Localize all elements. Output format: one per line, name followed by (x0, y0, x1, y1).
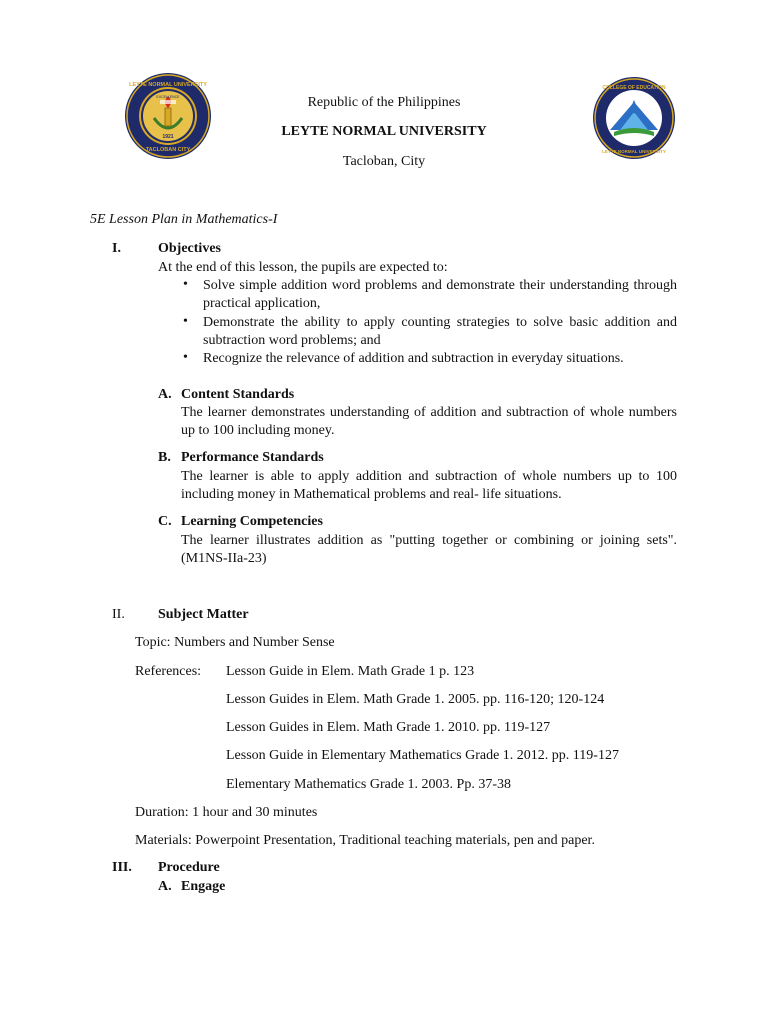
reference-item: Lesson Guides in Elem. Math Grade 1. 2010. pp. 119-127 (226, 720, 551, 735)
lnu-seal-logo (124, 72, 212, 160)
svg-text:COLLEGE OF EDUCATION: COLLEGE OF EDUCATION (602, 85, 666, 91)
section-3-title: Procedure (158, 860, 220, 875)
subsection-c-letter: C. (158, 514, 172, 529)
header-country: Republic of the Philippines (307, 95, 461, 110)
section-1-numeral: I. (112, 241, 121, 256)
reference-item: Lesson Guides in Elem. Math Grade 1. 2005. pp. 116-120; 120-124 (226, 692, 605, 707)
subsection-a-letter: A. (158, 387, 172, 402)
references-label: References: (135, 664, 202, 679)
svg-text:LEYTE NORMAL UNIVERSITY: LEYTE NORMAL UNIVERSITY (602, 149, 666, 154)
bullet-icon: • (183, 277, 188, 292)
duration-line: Duration: 1 hour and 30 minutes (135, 805, 318, 820)
reference-item: Lesson Guide in Elem. Math Grade 1 p. 123 (226, 664, 475, 679)
header-city: Tacloban, City (342, 154, 426, 169)
topic-line: Topic: Numbers and Number Sense (135, 635, 335, 650)
objective-item: Demonstrate the ability to apply counting strategies to solve basic addition and subtraction word problems; and (203, 315, 677, 348)
document-title: 5E Lesson Plan in Mathematics-I (90, 212, 278, 227)
subsection-a-title: Content Standards (181, 387, 295, 402)
subsection-engage-letter: A. (158, 879, 172, 894)
objective-item: Solve simple addition word problems and demonstrate their understanding through practical application, (203, 278, 677, 311)
bullet-icon: • (183, 314, 188, 329)
subsection-c-text: The learner illustrates addition as "putting together or combining or joining sets". (M1NS-IIa-23) (181, 533, 677, 566)
subsection-b-letter: B. (158, 450, 171, 465)
section-2-title: Subject Matter (158, 607, 249, 622)
reference-item: Elementary Mathematics Grade 1. 2003. Pp. 37-38 (226, 777, 511, 792)
section-2-numeral: II. (112, 607, 125, 622)
college-of-education-seal-logo (592, 76, 676, 160)
bullet-icon: • (183, 350, 188, 365)
materials-line: Materials: Powerpoint Presentation, Traditional teaching materials, pen and paper. (135, 833, 595, 848)
svg-text:LEYTE NORMAL UNIVERSITY: LEYTE NORMAL UNIVERSITY (129, 82, 207, 88)
subsection-b-text: The learner is able to apply addition and subtraction of whole numbers up to 100 including money in Mathematical problems and real- life situations. (181, 469, 677, 502)
header-university: LEYTE NORMAL UNIVERSITY (281, 124, 487, 139)
section-3-numeral: III. (112, 860, 132, 875)
subsection-c-title: Learning Competencies (181, 514, 323, 529)
reference-item: Lesson Guide in Elementary Mathematics Grade 1. 2012. pp. 119-127 (226, 748, 619, 763)
subsection-a-text: The learner demonstrates understanding of addition and subtraction of whole numbers up to 100 including money. (181, 405, 677, 438)
svg-text:TACLOBAN CITY: TACLOBAN CITY (145, 147, 191, 153)
section-1-title: Objectives (158, 241, 221, 256)
objectives-intro: At the end of this lesson, the pupils are expected to: (158, 260, 448, 275)
svg-text:1921: 1921 (162, 134, 174, 140)
objective-item: Recognize the relevance of addition and subtraction in everyday situations. (203, 351, 624, 366)
subsection-engage-title: Engage (181, 879, 226, 894)
svg-text:EXCELLENCE: EXCELLENCE (156, 95, 180, 99)
subsection-b-title: Performance Standards (181, 450, 324, 465)
